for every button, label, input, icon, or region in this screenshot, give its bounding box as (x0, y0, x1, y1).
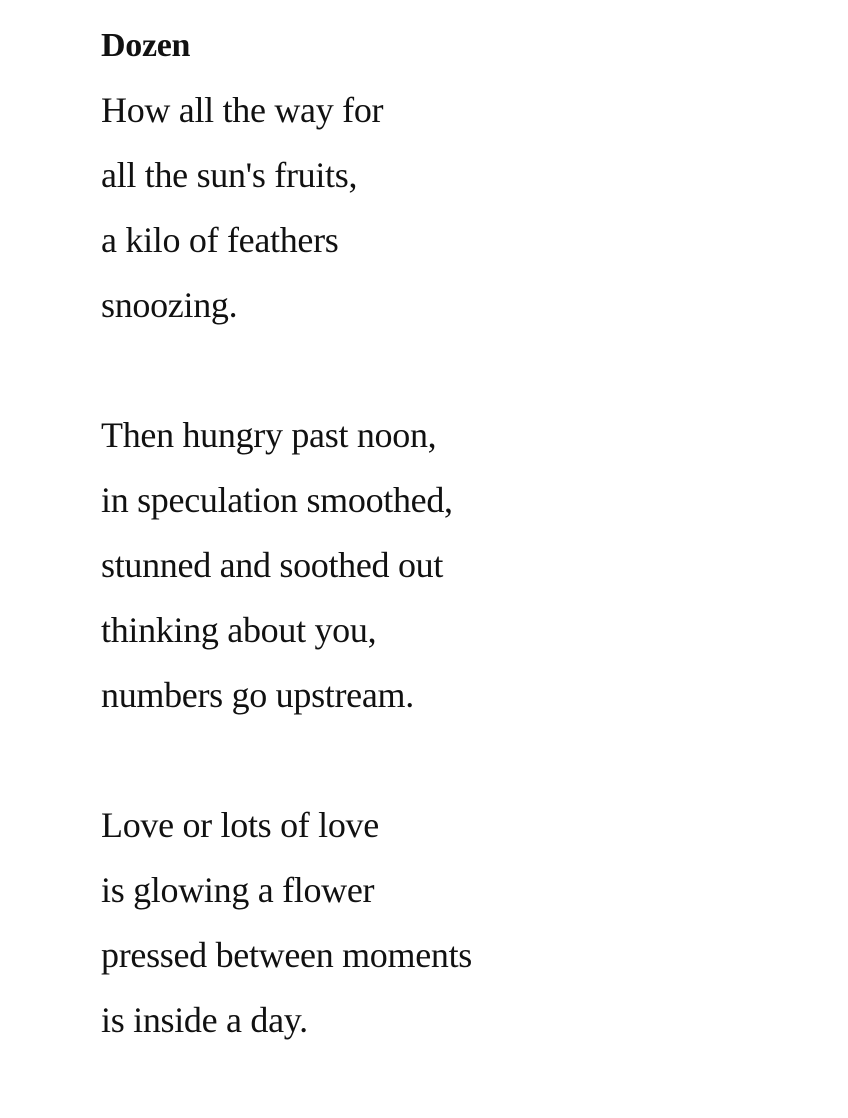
poem-line: How all the way for (101, 90, 384, 130)
poem-line: pressed between moments (101, 935, 472, 975)
poem (101, 20, 801, 1053)
stanza-1 (101, 78, 801, 338)
poem-line: Then hungry past noon, (101, 415, 437, 455)
poem-line: numbers go upstream. (101, 675, 414, 715)
stanza-2 (101, 403, 801, 728)
poem-line: Love or lots of love (101, 805, 379, 845)
poem-line: a kilo of feathers (101, 220, 339, 260)
poem-line: is glowing a flower (101, 870, 375, 910)
poem-line: thinking about you, (101, 610, 377, 650)
poem-line: snoozing. (101, 285, 238, 325)
poem-title: Dozen (101, 27, 191, 64)
stanza-3 (101, 793, 801, 1053)
poem-line: is inside a day. (101, 1000, 308, 1040)
poem-line: in speculation smoothed, (101, 480, 453, 520)
poem-line: stunned and soothed out (101, 545, 444, 585)
poem-line: all the sun's fruits, (101, 155, 358, 195)
